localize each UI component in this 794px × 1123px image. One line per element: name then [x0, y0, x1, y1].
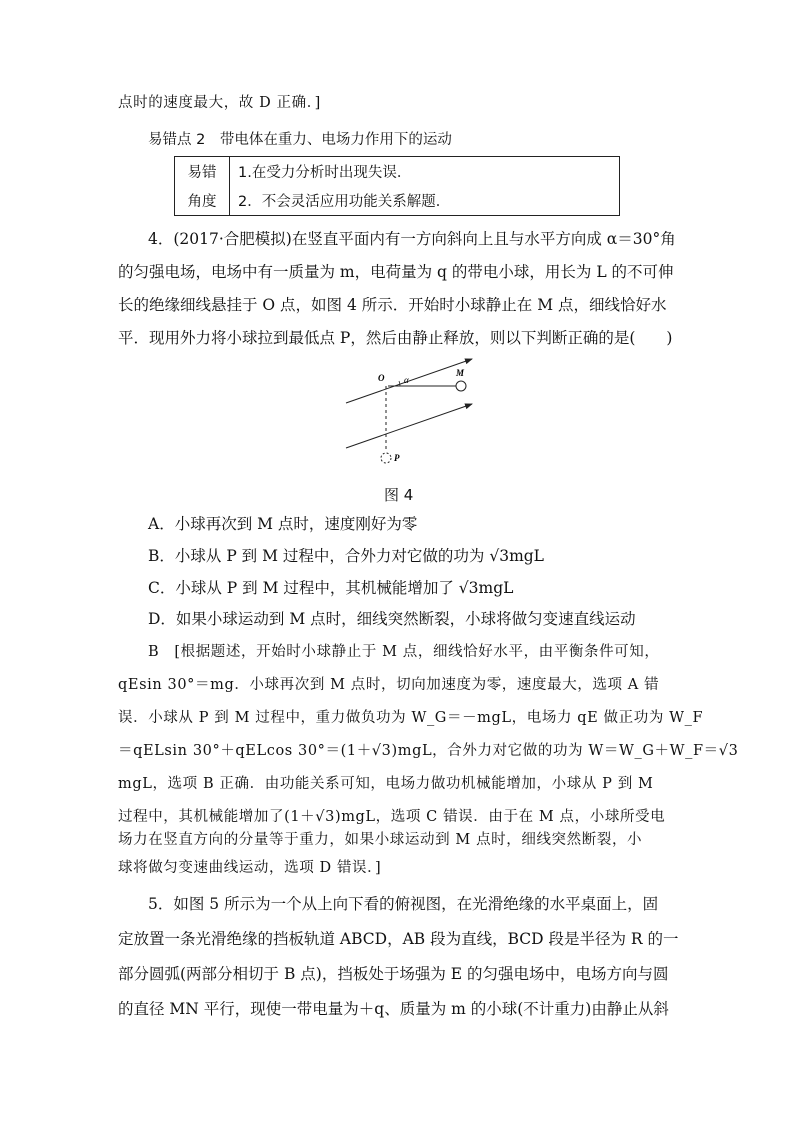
answer-line-6: 过程中，其机械能增加了(1＋√3)mgL，选项 C 错误．由于在 M 点，小球所受电	[118, 809, 666, 825]
answer-line-8: 球将做匀变速曲线运动，选项 D 错误．]	[118, 860, 382, 876]
answer-line-5: mgL，选项 B 正确．由功能关系可知，电场力做功机械能增加，小球从 P 到 M	[118, 776, 654, 792]
error-table-label-1: 易错	[175, 157, 230, 187]
option-d: D．如果小球运动到 M 点时，细线突然断裂，小球将做匀变速直线运动	[148, 610, 636, 628]
q5-line-2: 定放置一条光滑绝缘的挡板轨道 ABCD，AB 段为直线，BCD 段是半径为 R 的一	[118, 930, 679, 948]
option-b: B．小球从 P 到 M 过程中，合外力对它做的功为 √3mgL	[148, 547, 544, 565]
option-a: A．小球再次到 M 点时，速度刚好为零	[148, 515, 418, 533]
field-line-lower	[346, 404, 472, 448]
answer-line-2: qEsin 30°＝mg．小球再次到 M 点时，切向加速度为零，速度最大，选项 A 错	[118, 677, 660, 693]
ball-at-M	[456, 381, 466, 391]
label-alpha: α	[404, 375, 409, 385]
label-P: P	[394, 453, 400, 463]
answer-line-7: 场力在竖直方向的分量等于重力，如果小球运动到 M 点时，细线突然断裂，小	[118, 832, 643, 848]
label-M: M	[456, 368, 465, 378]
error-table-item-1: 1.在受力分析时出现失误．	[230, 157, 620, 187]
option-c: C．小球从 P 到 M 过程中，其机械能增加了 √3mgL	[148, 579, 514, 597]
error-table	[174, 156, 620, 216]
q4-line-1: 4．(2017·合肥模拟)在竖直平面内有一方向斜向上且与水平方向成 α＝30°角	[148, 230, 676, 248]
section-heading: 易错点 2 带电体在重力、电场力作用下的运动	[148, 132, 452, 148]
figure-4-diagram	[340, 358, 480, 470]
ball-at-P	[381, 453, 391, 463]
q5-line-3: 部分圆弧(两部分相切于 B 点)，挡板处于场强为 E 的匀强电场中，电场方向与圆	[118, 965, 669, 983]
error-table-item-2: 2．不会灵活应用功能关系解题．	[230, 186, 620, 216]
q4-line-4: 平．现用外力将小球拉到最低点 P，然后由静止释放，则以下判断正确的是( )	[118, 329, 673, 347]
q4-line-2: 的匀强电场，电场中有一质量为 m，电荷量为 q 的带电小球，用长为 L 的不可伸	[118, 263, 674, 281]
field-line-upper	[346, 359, 472, 403]
answer-line-1: B [根据题述，开始时小球静止于 M 点，细线恰好水平，由平衡条件可知，	[148, 644, 660, 660]
previous-answer-fragment: 点时的速度最大，故 D 正确．]	[118, 95, 321, 111]
answer-line-4: ＝qELsin 30°＋qELcos 30°＝(1＋√3)mgL，合外力对它做的功为 W＝W_G＋W_F＝√3	[118, 743, 739, 759]
error-table-label-2: 角度	[175, 186, 230, 216]
figure-caption: 图 4	[384, 486, 414, 504]
q5-line-1: 5．如图 5 所示为一个从上向下看的俯视图，在光滑绝缘的水平桌面上，固	[148, 895, 659, 913]
q4-line-3: 长的绝缘细线悬挂于 O 点，如图 4 所示．开始时小球静止在 M 点，细线恰好水	[118, 296, 667, 314]
answer-line-3: 误．小球从 P 到 M 过程中，重力做负功为 W_G＝－mgL，电场力 qE 做正功为 W_F	[118, 710, 704, 726]
q5-line-4: 的直径 MN 平行，现使一带电量为＋q、质量为 m 的小球(不计重力)由静止从斜	[118, 1000, 669, 1018]
angle-arc	[399, 381, 400, 386]
label-O: O	[378, 373, 385, 383]
